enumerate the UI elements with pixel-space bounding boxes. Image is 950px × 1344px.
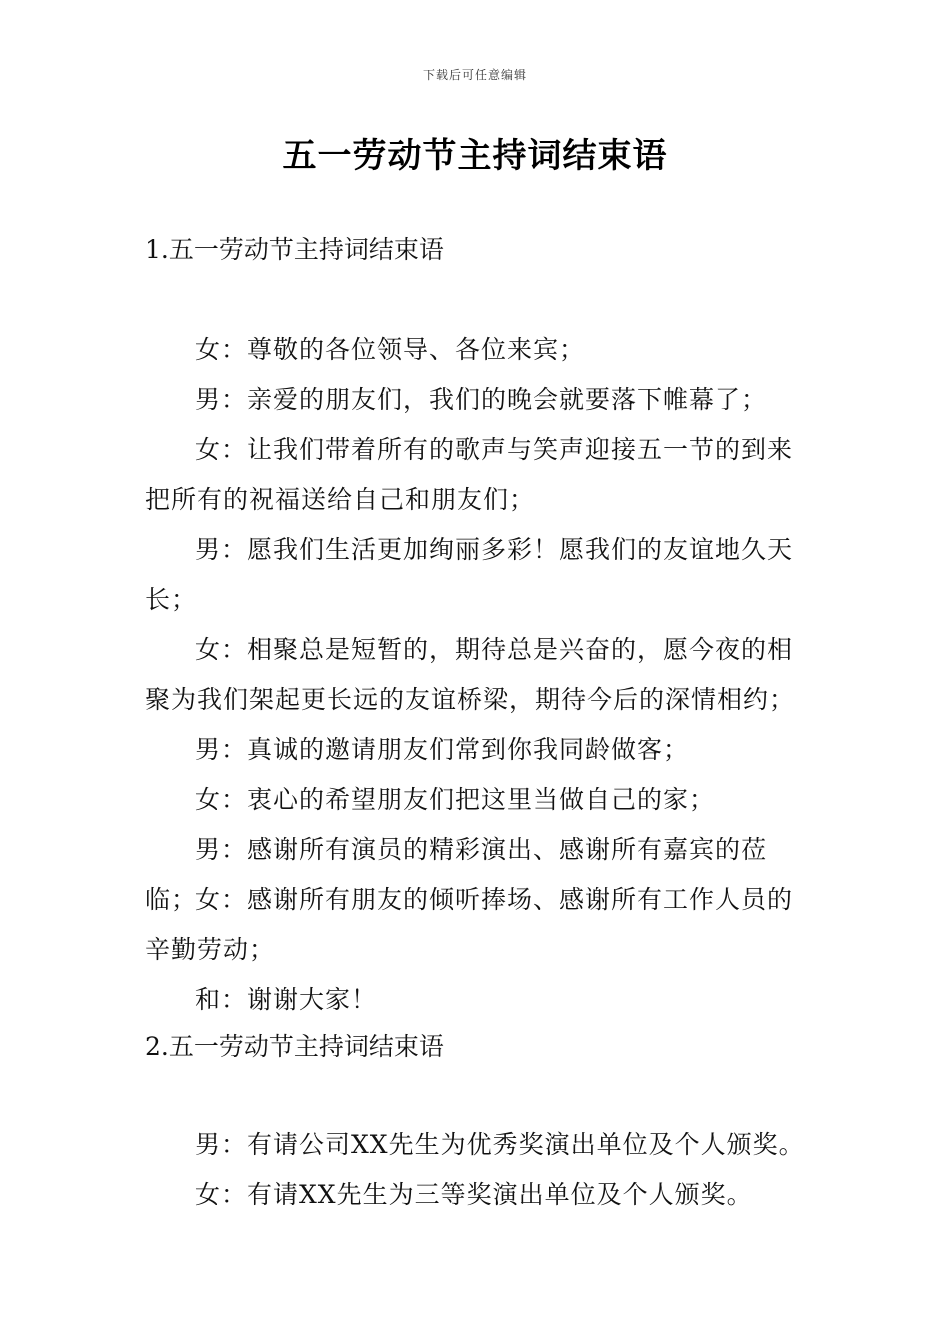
document-title: 五一劳动节主持词结束语 <box>282 136 668 176</box>
header-note: 下载后可任意编辑 <box>422 68 527 82</box>
paragraph: 男：亲爱的朋友们，我们的晚会就要落下帷幕了； <box>195 385 768 414</box>
paragraph: 女：衷心的希望朋友们把这里当做自己的家； <box>195 785 716 814</box>
paragraph: 女：尊敬的各位领导、各位来宾； <box>195 335 586 364</box>
paragraph: 男：有请公司XX先生为优秀奖演出单位及个人颁奖。 <box>195 1130 805 1159</box>
section-heading-2: 2.五一劳动节主持词结束语 <box>145 1032 444 1061</box>
paragraph: 和：谢谢大家！ <box>195 985 378 1014</box>
paragraph: 女：让我们带着所有的歌声与笑声迎接五一节的到来把所有的祝福送给自己和朋友们； <box>145 435 794 514</box>
paragraph: 女：相聚总是短暂的，期待总是兴奋的，愿今夜的相聚为我们架起更长远的友谊桥梁，期待今后的深情相约； <box>145 635 796 714</box>
paragraph: 男：真诚的邀请朋友们常到你我同龄做客； <box>195 735 690 764</box>
paragraph: 男：愿我们生活更加绚丽多彩！愿我们的友谊地久天长； <box>145 535 794 614</box>
paragraph: 男：感谢所有演员的精彩演出、感谢所有嘉宾的莅临； <box>145 835 768 914</box>
section-heading-1: 1.五一劳动节主持词结束语 <box>145 235 444 264</box>
paragraph: 女：感谢所有朋友的倾听捧场、感谢所有工作人员的辛勤劳动； <box>145 885 794 964</box>
paragraph: 女：有请XX先生为三等奖演出单位及个人颁奖。 <box>195 1180 753 1209</box>
